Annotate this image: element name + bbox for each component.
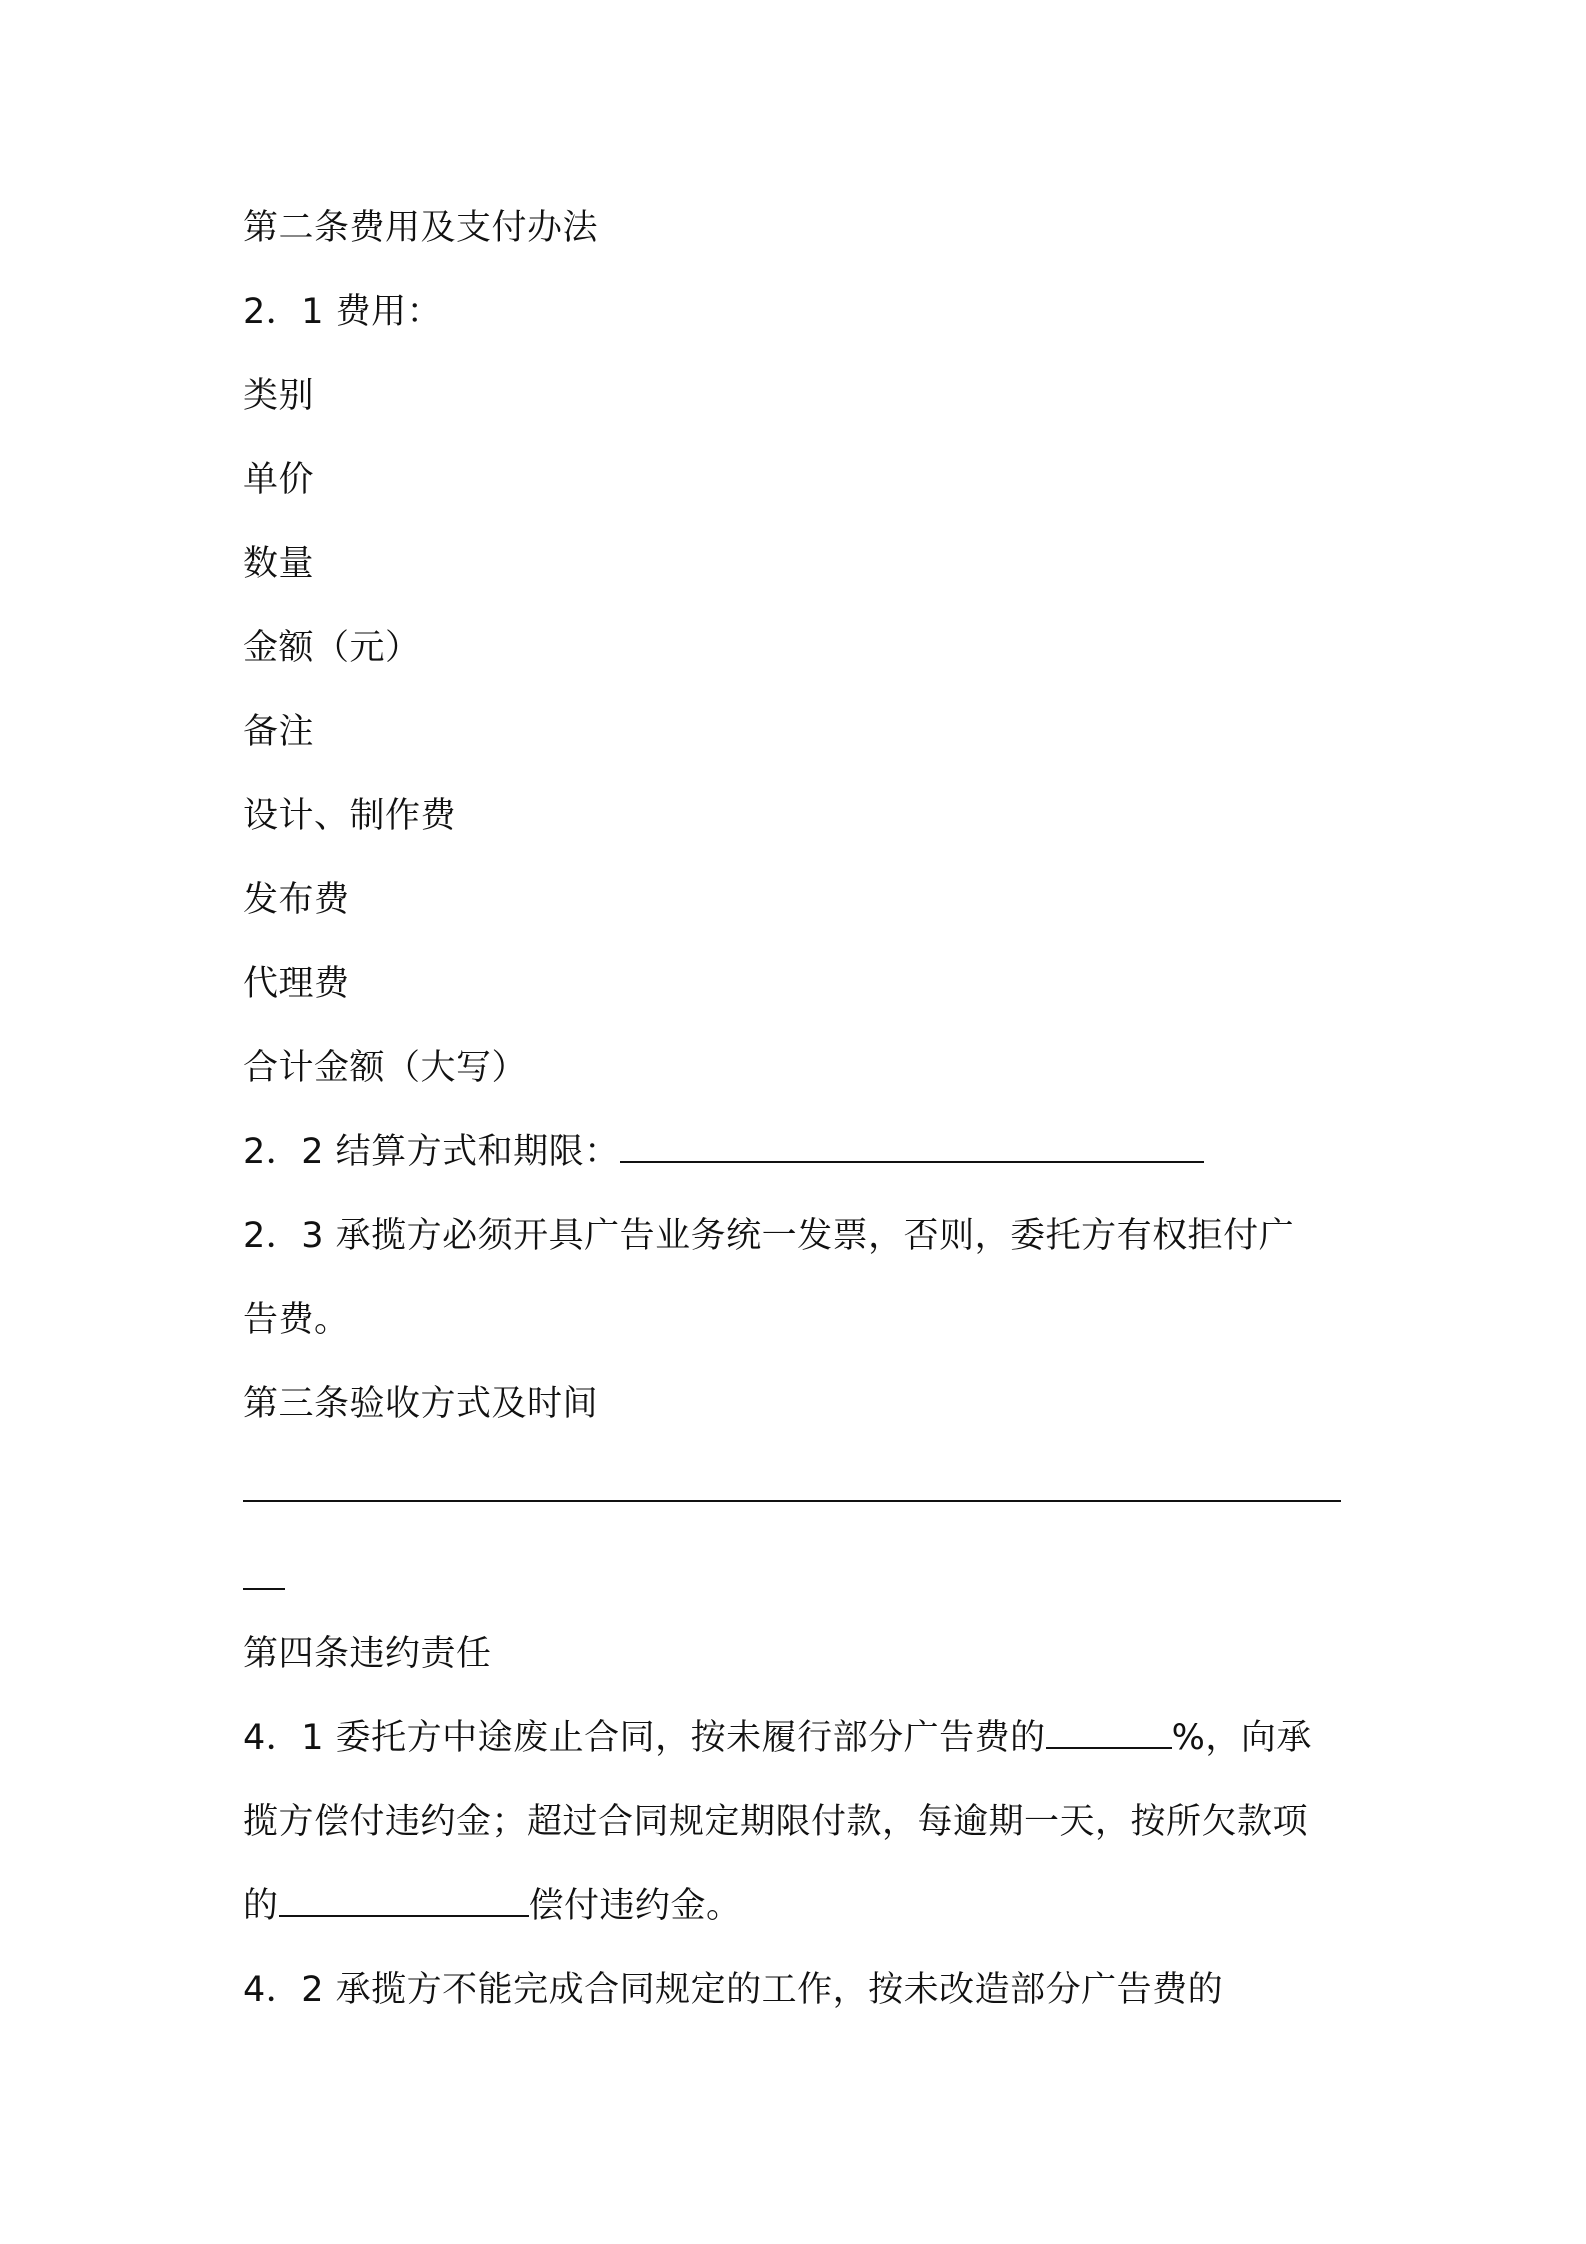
article-4-title: 第四条违约责任 [243,1634,492,1674]
clause-4-1-line-2: 揽方偿付违约金；超过合同规定期限付款，每逾期一天，按所欠款项 [243,1802,1309,1842]
clause-4-1-text-a: 4．1 委托方中途废止合同，按未履行部分广告费的 [243,1718,1046,1758]
clause-2-2 [243,1130,1204,1174]
acceptance-blank-line-2 [243,1588,285,1590]
article-2-title: 第二条费用及支付办法 [243,208,599,248]
clause-2-1: 2．1 费用： [243,292,443,332]
fee-item-amount: 金额（元） [243,628,421,668]
settlement-blank [620,1131,1204,1163]
fee-item-quantity: 数量 [243,544,315,584]
clause-4-1-text-b: %，向承 [1171,1718,1312,1758]
clause-4-1-line-1 [243,1716,1312,1760]
clause-4-1-line-3 [243,1884,742,1928]
article-3-title: 第三条验收方式及时间 [243,1384,599,1424]
clause-4-1-text-c: 的 [243,1886,279,1926]
clause-4-2-line-1: 4．2 承揽方不能完成合同规定的工作，按未改造部分广告费的 [243,1970,1224,2010]
penalty-percent-blank [1046,1717,1172,1749]
fee-item-category: 类别 [243,376,315,416]
fee-item-remarks: 备注 [243,712,315,752]
clause-2-3-line-2: 告费。 [243,1300,350,1340]
fee-item-total-amount: 合计金额（大写） [243,1048,528,1088]
fee-item-agency-fee: 代理费 [243,964,350,1004]
fee-item-publish-fee: 发布费 [243,880,350,920]
clause-4-1-text-d: 偿付违约金。 [528,1886,742,1926]
fee-item-unit-price: 单价 [243,460,315,500]
clause-2-2-label: 2．2 结算方式和期限： [243,1132,620,1172]
fee-item-design-fee: 设计、制作费 [243,796,457,836]
clause-2-3-line-1: 2．3 承揽方必须开具广告业务统一发票，否则，委托方有权拒付广 [243,1216,1295,1256]
acceptance-blank-line-1 [243,1500,1341,1502]
overdue-rate-blank [279,1885,529,1917]
